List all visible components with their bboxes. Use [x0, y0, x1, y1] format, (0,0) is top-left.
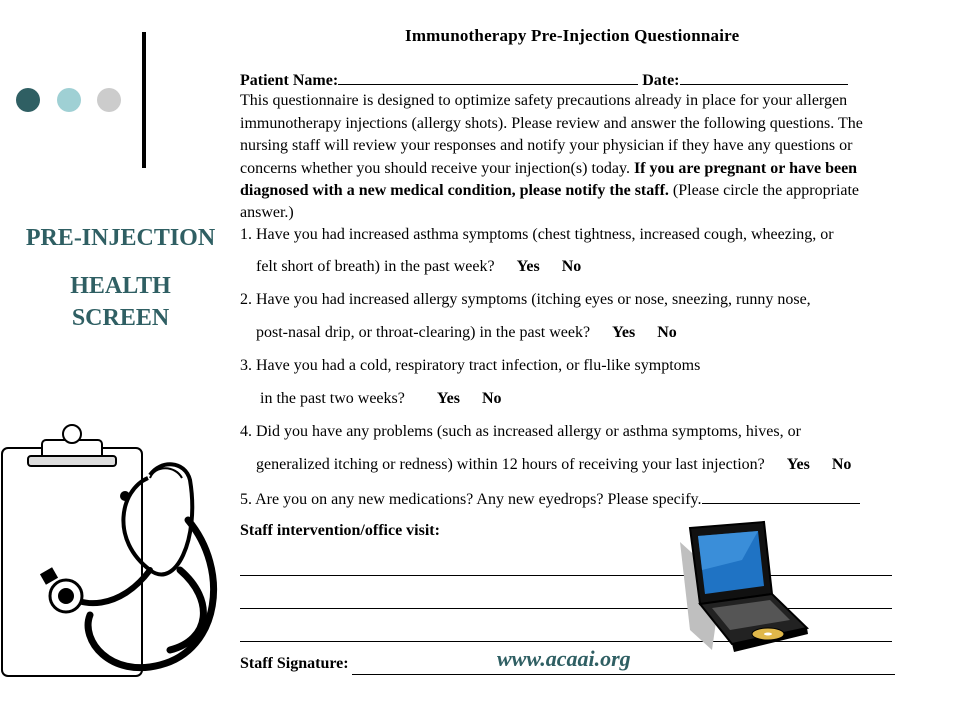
staff-signature-field[interactable]: [352, 674, 895, 675]
sidebar-title-line1: PRE-INJECTION: [25, 225, 216, 251]
intro-line-3: nursing staff will review your responses and notify your physician if they have any questions or: [240, 137, 853, 154]
q3-no[interactable]: No: [481, 390, 502, 407]
dot-dark: [16, 88, 40, 112]
intro-end: answer.): [240, 204, 294, 221]
vertical-divider: [142, 32, 146, 168]
staff-intervention-label: Staff intervention/office visit:: [240, 522, 440, 539]
q1-text: felt short of breath) in the past week?: [256, 258, 495, 275]
clipboard-stethoscope-icon: [0, 420, 240, 690]
q4-yes[interactable]: Yes: [786, 456, 810, 473]
laptop-icon: [672, 520, 817, 660]
q2-line2: [256, 324, 677, 342]
date-label: Date:: [642, 72, 680, 89]
dot-gray: [97, 88, 121, 112]
intro-tail: (Please circle the appropriate: [672, 182, 860, 199]
intro-bold-1: If you are pregnant or have been: [633, 160, 858, 177]
q3-line1: 3. Have you had a cold, respiratory tract infection, or flu-like symptoms: [240, 357, 701, 374]
staff-signature-label: Staff Signature:: [240, 655, 349, 672]
q5-row: [240, 489, 860, 509]
q1-line2: [256, 258, 581, 276]
q2-no[interactable]: No: [657, 324, 677, 341]
q5-field[interactable]: [702, 489, 860, 504]
patient-row: [240, 70, 848, 90]
q4-line2: [256, 456, 851, 474]
intro-line-4-text: concerns whether you should receive your injection(s) today.: [240, 160, 630, 177]
q2-text: post-nasal drip, or throat-clearing) in the past week?: [256, 324, 591, 341]
date-field[interactable]: [680, 70, 848, 85]
q2-line1: 2. Have you had increased allergy symptoms (itching eyes or nose, sneezing, runny nose,: [240, 291, 811, 308]
patient-name-field[interactable]: [338, 70, 638, 85]
intro-line-4: [240, 160, 857, 178]
q4-line1: 4. Did you have any problems (such as increased allergy or asthma symptoms, hives, or: [240, 423, 801, 440]
intro-line-5: [240, 182, 859, 200]
intro-line-1: This questionnaire is designed to optimize safety precautions already in place for your allergen: [240, 92, 848, 109]
q5-text: 5. Are you on any new medications? Any new eyedrops? Please specify.: [240, 491, 702, 508]
patient-name-label: Patient Name:: [240, 72, 339, 89]
sidebar-title-line3: SCREEN: [71, 305, 170, 331]
q3-text: in the past two weeks?: [260, 390, 405, 407]
q3-yes[interactable]: Yes: [436, 390, 460, 407]
q1-line1: 1. Have you had increased asthma symptoms (chest tightness, increased cough, wheezing, or: [240, 226, 834, 243]
staff-signature-row: [240, 655, 349, 673]
sidebar-title-line2: HEALTH: [70, 273, 171, 299]
q4-text: generalized itching or redness) within 12 hours of receiving your last injection?: [256, 456, 765, 473]
q2-yes[interactable]: Yes: [612, 324, 636, 341]
q4-no[interactable]: No: [831, 456, 852, 473]
website-link[interactable]: www.acaai.org: [497, 646, 631, 671]
document-title: Immunotherapy Pre-Injection Questionnaire: [405, 26, 740, 45]
intro-bold-2: diagnosed with a new medical condition, please notify the staff.: [240, 182, 669, 199]
q1-no[interactable]: No: [561, 258, 582, 275]
q3-line2: [260, 390, 502, 408]
dot-light: [57, 88, 81, 112]
q1-yes[interactable]: Yes: [516, 258, 540, 275]
intro-line-2: immunotherapy injections (allergy shots). Please review and answer the following questions. The: [240, 115, 863, 132]
